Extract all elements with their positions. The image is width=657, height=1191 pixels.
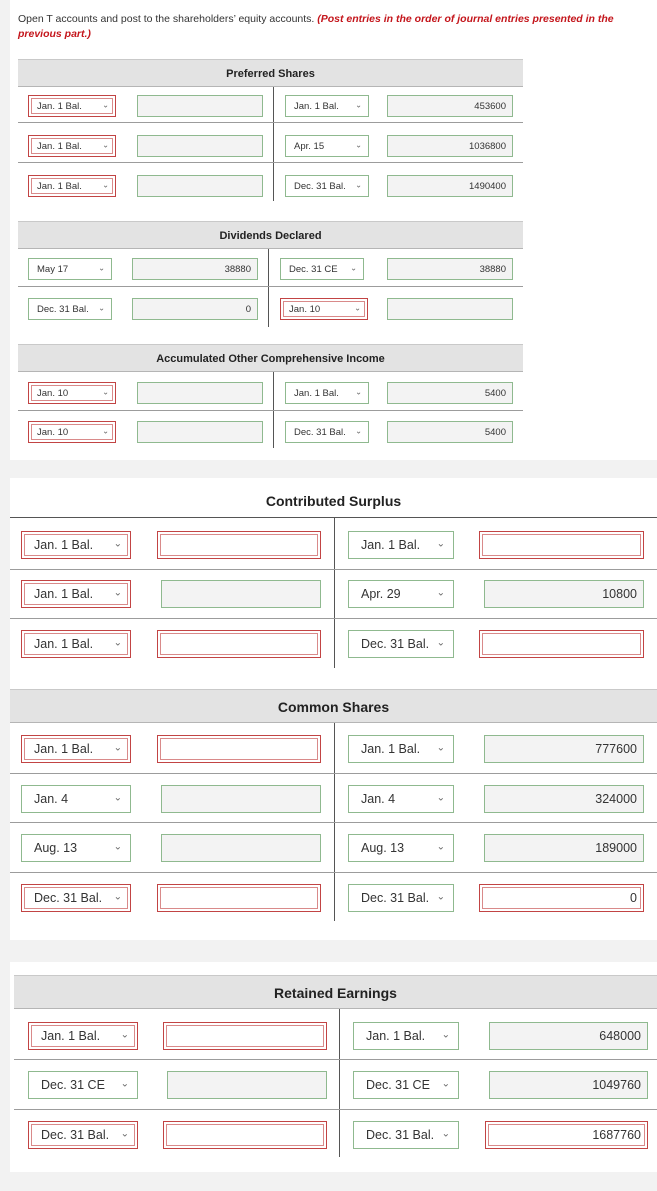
chevron-down-icon: ⌄ (354, 303, 361, 313)
credit-amount-input[interactable]: 648000 (489, 1022, 648, 1050)
credit-amount-input[interactable]: 1036800 (387, 135, 513, 157)
debit-amount-input[interactable]: 0 (132, 298, 258, 320)
instructions (18, 12, 657, 42)
date-value: Dec. 31 Bal. (34, 891, 103, 905)
credit-date-select[interactable] (353, 1071, 459, 1099)
debit-date-select[interactable] (21, 580, 131, 608)
credit-amount-input[interactable]: 1049760 (489, 1071, 648, 1099)
chevron-down-icon: ⌄ (436, 742, 445, 754)
chevron-down-icon: ⌄ (120, 1078, 129, 1090)
date-value: Dec. 31 Bal. (294, 180, 346, 192)
date-value: Jan. 1 Bal. (34, 742, 94, 756)
debit-amount-input[interactable] (157, 735, 321, 763)
chevron-down-icon: ⌄ (113, 841, 122, 853)
debit-date-select[interactable] (28, 1121, 138, 1149)
chevron-down-icon: ⌄ (113, 538, 122, 550)
credit-amount-input[interactable] (479, 630, 644, 658)
debit-amount-input[interactable] (137, 382, 263, 404)
debit-amount-input[interactable] (157, 884, 321, 912)
date-value: Dec. 31 CE (366, 1078, 430, 1092)
date-value: Dec. 31 CE (289, 263, 338, 275)
chevron-down-icon: ⌄ (355, 387, 362, 397)
date-value: Aug. 13 (361, 841, 405, 855)
chevron-down-icon: ⌄ (436, 792, 445, 804)
credit-date-select[interactable] (348, 785, 454, 813)
chevron-down-icon: ⌄ (355, 180, 362, 190)
account-title: Accumulated Other Comprehensive Income (18, 344, 523, 372)
date-value: May 17 (37, 263, 69, 275)
date-value: Jan. 10 (37, 426, 69, 438)
t-account-divider (268, 249, 269, 327)
date-value: Dec. 31 CE (41, 1078, 105, 1092)
date-value: Jan. 1 Bal. (366, 1029, 426, 1043)
credit-date-select[interactable] (285, 135, 369, 157)
debit-date-select[interactable] (21, 531, 131, 559)
row-divider (10, 569, 657, 570)
debit-date-select[interactable] (28, 1071, 138, 1099)
chevron-down-icon: ⌄ (113, 742, 122, 754)
account-title: Preferred Shares (18, 59, 523, 87)
instructions-text: Open T accounts and post to the shareholders’ equity accounts. (18, 13, 318, 25)
credit-amount-input[interactable]: 189000 (484, 834, 644, 862)
debit-amount-input[interactable] (163, 1121, 327, 1149)
chevron-down-icon: ⌄ (350, 263, 357, 273)
date-value: Jan. 10 (37, 387, 69, 399)
chevron-down-icon: ⌄ (436, 841, 445, 853)
date-value: Jan. 4 (34, 792, 69, 806)
credit-date-select[interactable] (280, 258, 364, 280)
account-title: Retained Earnings (14, 975, 657, 1009)
date-value: Apr. 29 (361, 587, 401, 601)
chevron-down-icon: ⌄ (102, 100, 109, 110)
debit-amount-input[interactable] (157, 531, 321, 559)
debit-date-select[interactable] (28, 135, 116, 157)
date-value: Jan. 4 (361, 792, 396, 806)
row-divider (10, 618, 657, 619)
credit-amount-input[interactable]: 38880 (387, 258, 513, 280)
row-divider (14, 1109, 657, 1110)
date-value: Jan. 1 Bal. (41, 1029, 101, 1043)
debit-amount-input[interactable] (161, 834, 321, 862)
chevron-down-icon: ⌄ (120, 1128, 129, 1140)
date-value: Aug. 13 (34, 841, 78, 855)
debit-amount-input[interactable] (167, 1071, 327, 1099)
row-divider (18, 122, 523, 123)
credit-date-select[interactable] (285, 175, 369, 197)
credit-amount-input[interactable]: 1490400 (387, 175, 513, 197)
date-value: Jan. 1 Bal. (361, 538, 421, 552)
chevron-down-icon: ⌄ (355, 140, 362, 150)
credit-amount-input[interactable]: 324000 (484, 785, 644, 813)
credit-date-select[interactable] (285, 382, 369, 404)
chevron-down-icon: ⌄ (113, 587, 122, 599)
debit-date-select[interactable] (21, 630, 131, 658)
debit-date-select[interactable] (28, 298, 112, 320)
debit-date-select[interactable] (21, 884, 131, 912)
row-divider (18, 162, 523, 163)
chevron-down-icon: ⌄ (355, 100, 362, 110)
debit-date-select[interactable] (21, 735, 131, 763)
date-value: Dec. 31 Bal. (41, 1128, 110, 1142)
date-value: Jan. 1 Bal. (294, 387, 339, 399)
credit-date-select[interactable] (285, 421, 369, 443)
credit-amount-input[interactable]: 1687760 (485, 1121, 648, 1149)
date-value: Jan. 1 Bal. (37, 100, 82, 112)
row-divider (10, 822, 657, 823)
credit-amount-input[interactable]: 0 (479, 884, 644, 912)
chevron-down-icon: ⌄ (113, 637, 122, 649)
t-account-divider (273, 87, 274, 201)
date-value: Jan. 1 Bal. (361, 742, 421, 756)
row-divider (18, 286, 523, 287)
date-value: Jan. 10 (289, 303, 321, 315)
chevron-down-icon: ⌄ (113, 792, 122, 804)
credit-amount-input[interactable] (479, 531, 644, 559)
debit-amount-input[interactable] (137, 135, 263, 157)
credit-amount-input[interactable]: 777600 (484, 735, 644, 763)
debit-amount-input[interactable] (163, 1022, 327, 1050)
debit-date-select[interactable] (28, 95, 116, 117)
chevron-down-icon: ⌄ (98, 303, 105, 313)
chevron-down-icon: ⌄ (113, 891, 122, 903)
date-value: Dec. 31 Bal. (366, 1128, 435, 1142)
debit-date-select[interactable] (28, 382, 116, 404)
credit-date-select[interactable] (285, 95, 369, 117)
row-divider (10, 872, 657, 873)
debit-amount-input[interactable] (161, 785, 321, 813)
credit-amount-input[interactable]: 5400 (387, 421, 513, 443)
credit-date-select[interactable] (353, 1022, 459, 1050)
chevron-down-icon: ⌄ (355, 426, 362, 436)
chevron-down-icon: ⌄ (436, 587, 445, 599)
date-value: Jan. 1 Bal. (34, 637, 94, 651)
t-account-divider (334, 518, 335, 668)
date-value: Jan. 1 Bal. (294, 100, 339, 112)
debit-date-select[interactable] (21, 834, 131, 862)
chevron-down-icon: ⌄ (436, 891, 445, 903)
credit-date-select[interactable] (348, 580, 454, 608)
t-account-divider (339, 1009, 340, 1157)
debit-amount-input[interactable] (137, 175, 263, 197)
debit-amount-input[interactable] (157, 630, 321, 658)
chevron-down-icon: ⌄ (98, 263, 105, 273)
date-value: Jan. 1 Bal. (37, 140, 82, 152)
chevron-down-icon: ⌄ (102, 387, 109, 397)
date-value: Jan. 1 Bal. (34, 587, 94, 601)
row-divider (18, 410, 523, 411)
account-title: Dividends Declared (18, 221, 523, 249)
credit-date-select[interactable] (348, 630, 454, 658)
debit-date-select[interactable] (28, 175, 116, 197)
debit-amount-input[interactable]: 38880 (132, 258, 258, 280)
credit-amount-input[interactable]: 453600 (387, 95, 513, 117)
date-value: Dec. 31 Bal. (37, 303, 89, 315)
date-value: Jan. 1 Bal. (37, 180, 82, 192)
chevron-down-icon: ⌄ (436, 637, 445, 649)
date-value: Dec. 31 Bal. (361, 891, 430, 905)
account-title: Contributed Surplus (10, 484, 657, 518)
date-value: Apr. 15 (294, 140, 325, 152)
debit-date-select[interactable] (28, 1022, 138, 1050)
chevron-down-icon: ⌄ (436, 538, 445, 550)
chevron-down-icon: ⌄ (441, 1128, 450, 1140)
account-title: Common Shares (10, 689, 657, 723)
instructions-hint: (Post entries in the order of journal entries presented in the previous part.) (18, 13, 614, 40)
credit-date-select[interactable] (353, 1121, 459, 1149)
debit-date-select[interactable] (28, 421, 116, 443)
credit-date-select[interactable] (348, 531, 454, 559)
debit-date-select[interactable] (21, 785, 131, 813)
date-value: Dec. 31 Bal. (361, 637, 430, 651)
credit-date-select[interactable] (280, 298, 368, 320)
date-value: Dec. 31 Bal. (294, 426, 346, 438)
credit-date-select[interactable] (348, 834, 454, 862)
credit-amount-input[interactable] (387, 298, 513, 320)
credit-amount-input[interactable]: 10800 (484, 580, 644, 608)
row-divider (10, 773, 657, 774)
credit-date-select[interactable] (348, 884, 454, 912)
chevron-down-icon: ⌄ (102, 180, 109, 190)
debit-amount-input[interactable] (137, 421, 263, 443)
chevron-down-icon: ⌄ (102, 140, 109, 150)
credit-date-select[interactable] (348, 735, 454, 763)
debit-date-select[interactable] (28, 258, 112, 280)
chevron-down-icon: ⌄ (441, 1029, 450, 1041)
row-divider (14, 1059, 657, 1060)
debit-amount-input[interactable] (137, 95, 263, 117)
chevron-down-icon: ⌄ (441, 1078, 450, 1090)
chevron-down-icon: ⌄ (120, 1029, 129, 1041)
debit-amount-input[interactable] (161, 580, 321, 608)
chevron-down-icon: ⌄ (102, 426, 109, 436)
credit-amount-input[interactable]: 5400 (387, 382, 513, 404)
date-value: Jan. 1 Bal. (34, 538, 94, 552)
